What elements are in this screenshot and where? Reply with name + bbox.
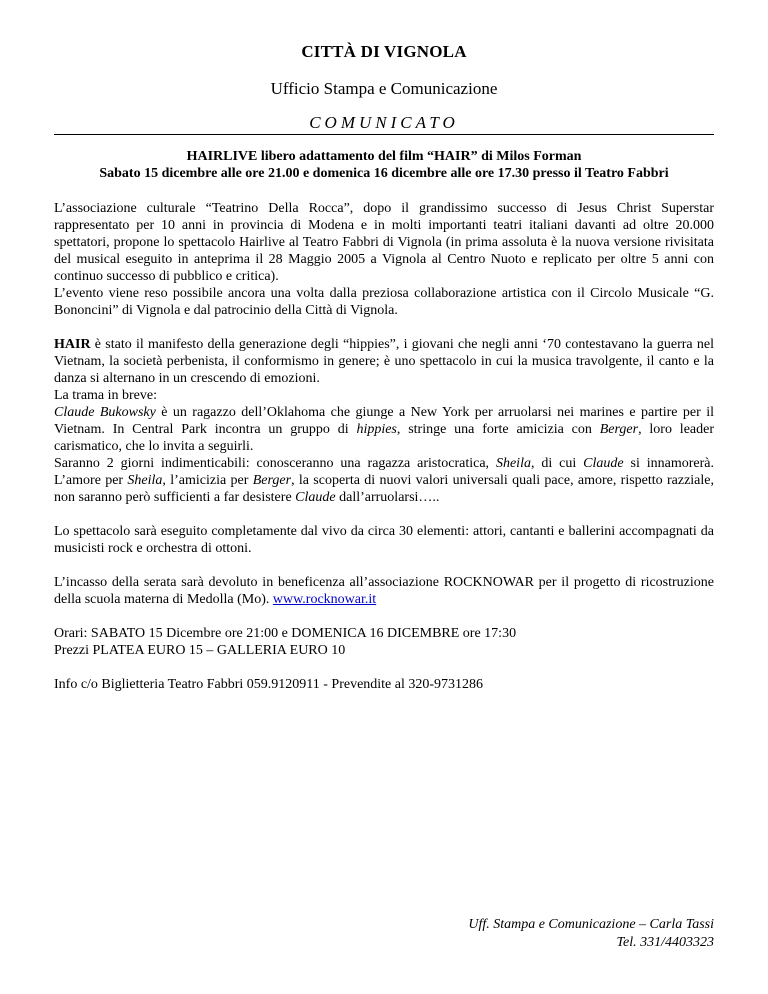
plot-paragraph-1: Claude Bukowsky è un ragazzo dell’Oklahoma che giunge a New York per arruolarsi nei marines e partire per il Vietnam. In Central Park incontra un gruppo di hippies, stringe una forte amicizia con Berger, loro leader carismatico, che lo invita a seguirli. <box>54 405 715 454</box>
signature-phone: Tel. 331/4403323 <box>616 935 714 950</box>
office-subtitle: Ufficio Stampa e Comunicazione <box>270 79 498 98</box>
headline-line-1: HAIRLIVE libero adattamento del film “HAIR” di Milos Forman <box>186 149 582 164</box>
document-label: COMUNICATO <box>309 113 459 132</box>
release-headline <box>54 148 714 182</box>
live-performance-paragraph: Lo spettacolo sarà eseguito completamente dal vivo da circa 30 elementi: attori, cantanti e ballerini accompagnati da musicisti rock e orchestra di ottoni. <box>54 524 714 556</box>
hair-bold-title: HAIR <box>54 337 91 352</box>
header-divider <box>54 134 714 135</box>
info-line: Info c/o Biglietteria Teatro Fabbri 059.9120911 - Prevendite al 320-9731286 <box>54 677 484 692</box>
charity-paragraph: L’incasso della serata sarà devoluto in beneficenza all’associazione ROCKNOWAR per il progetto di ricostruzione della scuola materna di Medolla (Mo). www.rocknowar.it <box>54 575 714 607</box>
release-body <box>54 200 714 693</box>
headline-line-2: Sabato 15 dicembre alle ore 21.00 e domenica 16 dicembre alle ore 17.30 presso il Teatro Fabbri <box>99 166 669 181</box>
signature-block <box>468 916 714 952</box>
prices-line: Prezzi PLATEA EURO 15 – GALLERIA EURO 10 <box>54 643 346 658</box>
schedule-line: Orari: SABATO 15 Dicembre ore 21:00 e DOMENICA 16 DICEMBRE ore 17:30 <box>54 626 517 641</box>
signature-office: Uff. Stampa e Comunicazione – Carla Tassi <box>468 917 714 932</box>
rocknowar-link[interactable]: www.rocknowar.it <box>272 592 377 607</box>
collaboration-paragraph: L’evento viene reso possibile ancora una volta dalla preziosa collaborazione artistica con il Circolo Musicale “G. Bononcini” di Vignola e dal patrocinio della Città di Vignola. <box>54 286 714 318</box>
city-title: CITTÀ DI VIGNOLA <box>301 42 467 61</box>
plot-paragraph-2: Saranno 2 giorni indimenticabili: conosceranno una ragazza aristocratica, Sheila, di cui Claude si innamorerà. L’amore per Sheila, l’amicizia per Berger, la scoperta di nuovi valori universali quali pace, amore, rispetto razziale, non saranno però sufficienti a far desistere Claude dall’arruolarsi….. <box>54 456 714 505</box>
intro-paragraph: L’associazione culturale “Teatrino Della Rocca”, dopo il grandissimo successo di Jesus Christ Superstar rappresentato per 10 anni in provincia di Modena e in molti importanti teatri italiani davanti ad oltre 20.000 spettatori, propone lo spettacolo Hairlive al Teatro Fabbri di Vignola (in prima assoluta è la nuova versione rivisitata del musical eseguito in anteprima il 28 Maggio 2005 a Vignola al Centro Nuoto e replicato per oltre 5 anni con continuo successo di pubblico e critica). <box>54 201 714 284</box>
hair-paragraph: HAIR è stato il manifesto della generazione degli “hippies”, i giovani che negli anni ‘70 contestavano la guerra nel Vietnam, la società perbenista, il conformismo in genere; è uno spettacolo in cui la musica travolgente, il canto e la danza si alternano in un crescendo di emozioni. <box>54 337 714 386</box>
plot-label: La trama in breve: <box>54 388 158 403</box>
